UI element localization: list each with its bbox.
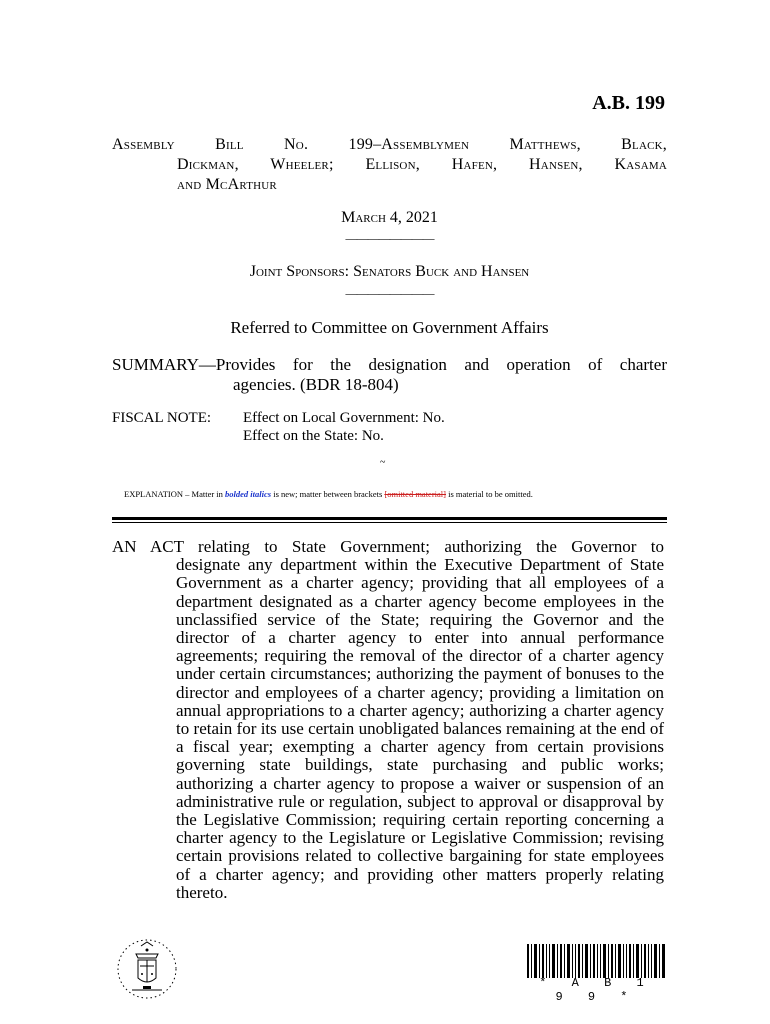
explanation-new-text: bolded italics <box>225 489 272 499</box>
fiscal-note-label: FISCAL NOTE: <box>112 410 212 426</box>
act-body: designate any department within the Executive Department of State Government as a charter agency; providing that all employees of a department designated as a charter agency become employees in the unclassified service of the State; requiring the Governor and the director of a charter agency to enter into annual performance agreements; requiring the removal of the director of a charter agency under certain circumstances; authorizing the payment of bonuses to the director and employees of a charter agency; providing a limitation on annual appropriations to a charter agency; authorizing a charter agency to retain for its use certain unobligated balances remaining at the end of a fiscal year; exempting a charter agency from certain provisions governing state buildings, state purchasing and public works; authorizing a charter agency to propose a waiver or suspension of an administrative rule or regulation, subject to approval or disapproval by the Legislative Commission; requiring certain reporting concerning a charter agency to the Legislature or Legislative Commission; revising certain provisions related to collective bargaining for state employees of a charter agency; and providing other matters properly relating thereto. <box>176 555 664 902</box>
explanation-omitted-text: [omitted material] <box>384 489 446 499</box>
tilde-mark: ~ <box>380 457 386 468</box>
thin-divider <box>112 522 667 523</box>
summary-line-1: SUMMARY—Provides for the designation and operation of charter <box>112 355 667 374</box>
fiscal-note-state: Effect on the State: No. <box>243 428 384 444</box>
joint-sponsors: Joint Sponsors: Senators Buck and Hansen <box>249 263 530 280</box>
separator-rule-1: ———————— <box>345 231 434 245</box>
barcode-label: * A B 1 9 9 * <box>539 976 653 1004</box>
explanation-note <box>124 489 533 499</box>
bill-number: A.B. 199 <box>592 92 665 114</box>
summary-line-2: agencies. (BDR 18-804) <box>233 375 399 394</box>
act-first-line: AN ACT relating to State Government; authorizing the Governor to <box>112 537 664 556</box>
act-preamble <box>112 538 664 902</box>
fiscal-note <box>112 409 445 445</box>
sponsors-line-3: and McArthur <box>177 176 277 193</box>
barcode-icon <box>527 944 665 978</box>
explanation-middle: is new; matter between brackets <box>271 489 385 499</box>
state-seal-icon <box>112 936 182 1002</box>
separator-rule-2: ———————— <box>345 286 434 300</box>
sponsors-line-1: Assembly Bill No. 199–Assemblymen Matthews, Black, <box>112 136 667 153</box>
fiscal-note-local: Effect on Local Government: No. <box>243 410 445 426</box>
bill-sponsors <box>112 135 667 195</box>
thick-divider <box>112 517 667 520</box>
bill-summary <box>112 355 667 395</box>
committee-referral: Referred to Committee on Government Affairs <box>230 318 549 337</box>
bill-date: March 4, 2021 <box>341 209 438 226</box>
explanation-suffix: is material to be omitted. <box>446 489 533 499</box>
sponsors-line-2: Dickman, Wheeler; Ellison, Hafen, Hansen, Kasama <box>177 156 667 173</box>
explanation-prefix: EXPLANATION – Matter in <box>124 489 226 499</box>
